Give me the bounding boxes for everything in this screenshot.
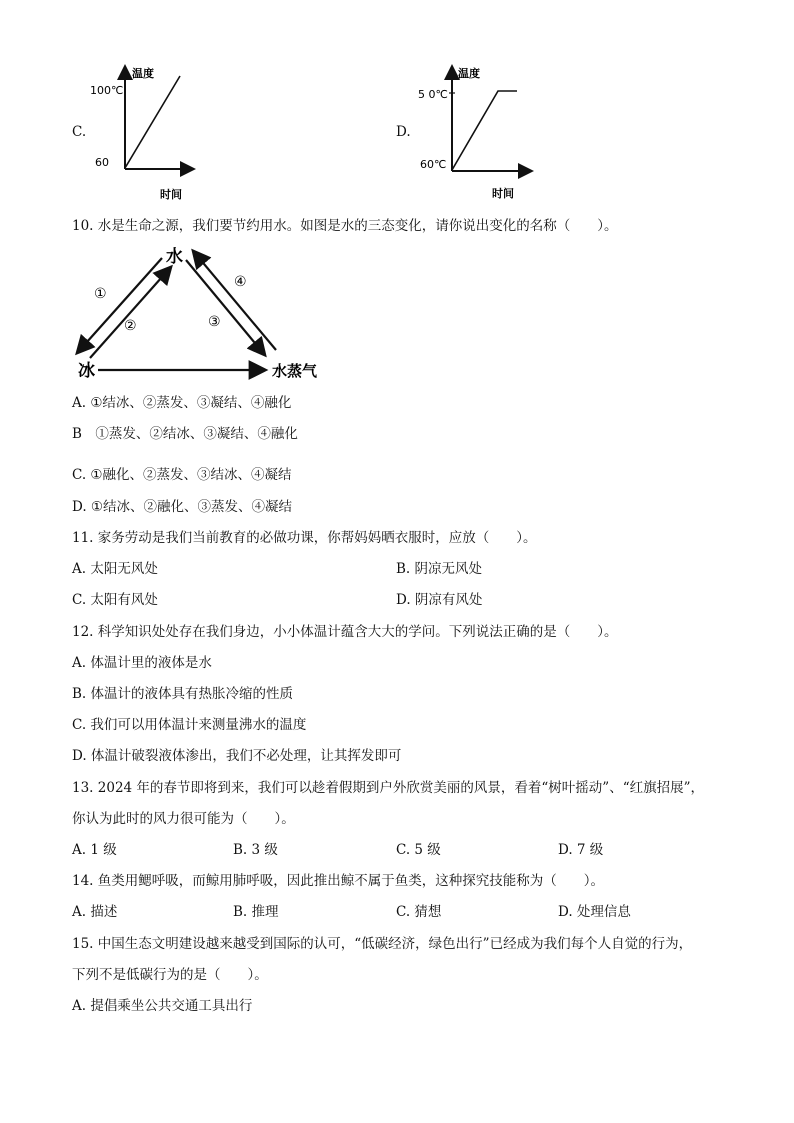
q14-stem: 14. 鱼类用鳃呼吸，而鲸用肺呼吸，因此推出鲸不属于鱼类，这种探究技能称为（ ）。 (72, 873, 605, 889)
label-1: ① (94, 286, 107, 302)
q11-option-c: C. 太阳有风处 (72, 592, 158, 608)
y-axis-title: 温度 (458, 67, 480, 80)
x-axis-title: 时间 (492, 187, 514, 200)
q11-option-a: A. 太阳无风处 (72, 561, 158, 577)
q11-option-d: D. 阴凉有风处 (396, 592, 483, 608)
node-ice: 冰 (78, 361, 95, 381)
temperature-line (452, 91, 517, 170)
arrow-3-water-to-vapor (186, 260, 264, 354)
q9-option-d-label: D. (396, 124, 411, 140)
label-4: ④ (234, 274, 247, 290)
q14-option-a: A. 描述 (72, 904, 118, 920)
q14-option-d: D. 处理信息 (558, 904, 631, 920)
arrow-1-water-to-ice (78, 258, 162, 352)
node-water: 水 (166, 247, 183, 267)
q10-option-a: A. ①结冰、②蒸发、③凝结、④融化 (72, 395, 292, 411)
q12-option-d: D. 体温计破裂液体渗出，我们不必处理，让其挥发即可 (72, 748, 402, 764)
q12-option-b: B. 体温计的液体具有热胀冷缩的性质 (72, 686, 294, 702)
q9-option-c-label: C. (72, 124, 87, 140)
y-bottom-tick: 60 (95, 156, 109, 169)
q10-state-diagram (64, 240, 334, 382)
q10-option-b: B ①蒸发、②结冰、③凝结、④融化 (72, 426, 298, 442)
q10-option-d: D. ①结冰、②融化、③蒸发、④凝结 (72, 499, 293, 515)
q13-stem-line1: 13. 2024 年的春节即将到来，我们可以趁着假期到户外欣赏美丽的风景，看着“树叶摇动”、“红旗招展”， (72, 780, 705, 796)
label-3: ③ (208, 314, 221, 330)
x-axis-title: 时间 (160, 188, 182, 201)
y-top-tick: 100℃ (90, 84, 124, 97)
q15-stem-line2: 下列不是低碳行为的是（ ）。 (72, 967, 268, 983)
q13-option-b: B. 3 级 (233, 842, 278, 858)
q13-option-c: C. 5 级 (396, 842, 441, 858)
q10-option-c: C. ①融化、②蒸发、③结冰、④凝结 (72, 467, 292, 483)
q11-option-b: B. 阴凉无风处 (396, 561, 483, 577)
q15-stem-line1: 15. 中国生态文明建设越来越受到国际的认可，“低碳经济，绿色出行”已经成为我们每个人自觉的行为， (72, 936, 693, 952)
q12-option-a: A. 体温计里的液体是水 (72, 655, 212, 671)
q13-option-d: D. 7 级 (558, 842, 604, 858)
q9-option-d-graph (412, 60, 552, 205)
q12-option-c: C. 我们可以用体温计来测量沸水的温度 (72, 717, 307, 733)
q14-option-c: C. 猜想 (396, 904, 442, 920)
q10-stem: 10. 水是生命之源，我们要节约用水。如图是水的三态变化，请你说出变化的名称（ ）。 (72, 218, 618, 234)
q9-option-c-graph (80, 60, 210, 205)
q11-stem: 11. 家务劳动是我们当前教育的必做功课，你帮妈妈晒衣服时，应放（ ）。 (72, 530, 537, 546)
y-top-tick: 5 0℃ (418, 88, 448, 101)
q15-option-a: A. 提倡乘坐公共交通工具出行 (72, 998, 253, 1014)
label-2: ② (124, 318, 137, 334)
q13-option-a: A. 1 级 (72, 842, 117, 858)
temperature-line (125, 76, 180, 168)
y-bottom-tick: 60℃ (420, 158, 447, 171)
q13-stem-line2: 你认为此时的风力很可能为（ ）。 (72, 811, 295, 827)
q12-stem: 12. 科学知识处处存在我们身边，小小体温计蕴含大大的学问。下列说法正确的是（ ）。 (72, 624, 618, 640)
node-vapor: 水蒸气 (272, 362, 318, 380)
arrow-2-ice-to-water (90, 268, 170, 358)
q14-option-b: B. 推理 (233, 904, 279, 920)
arrow-4-vapor-to-water (194, 252, 276, 350)
y-axis-title: 温度 (132, 67, 154, 80)
